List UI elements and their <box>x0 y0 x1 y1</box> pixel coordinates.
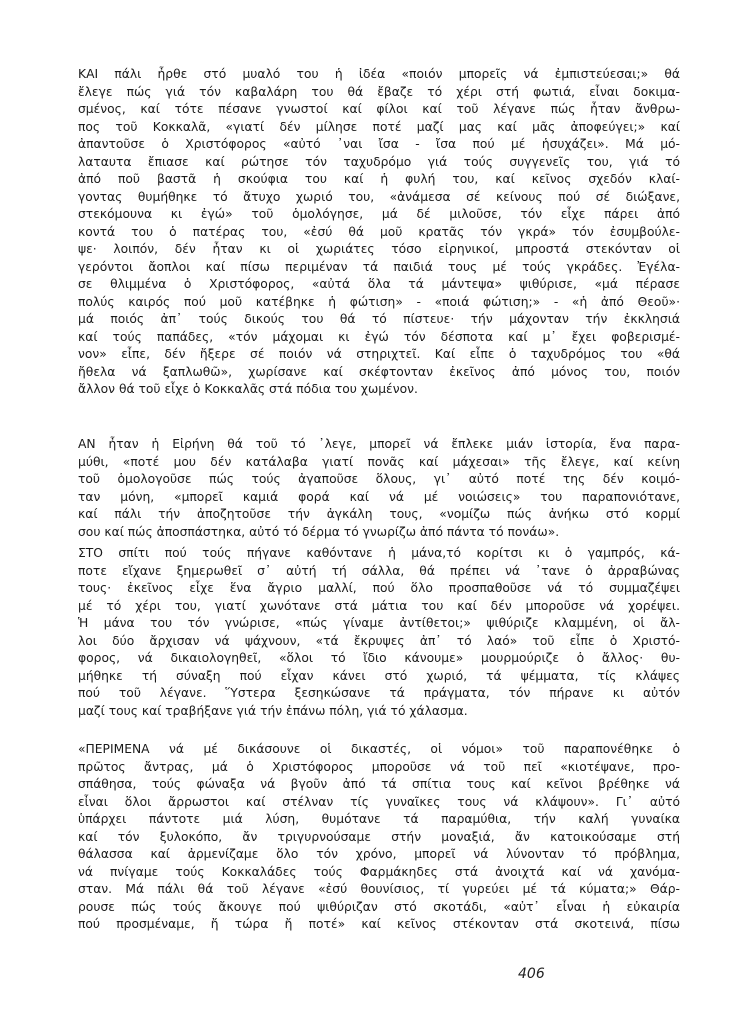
text-line: Ἡ μάνα του τόν γνώρισε, «πώς γίναμε ἀντίθετοι;» ψιθύριζε κλαμμένη, οἱ ἄλ- <box>78 616 680 630</box>
text-line: μύθι, «ποτέ μου δέν κατάλαβα γιατί πονᾶς καί μάχεσαι» τῆς ἔλεγε, καί κείνη <box>78 454 680 469</box>
text-line: νά πνίγαμε τούς Κοκκαλάδες τούς Φαρμάκηδες στά ἀνοιχτά καί νά χανόμα- <box>78 864 680 879</box>
text-line: ΣΤΟ σπίτι πού τούς πήγανε καθόντανε ἡ μάνα,τό κορίτσι κι ὁ γαμπρός, κά- <box>78 546 680 560</box>
text-line: μέ τό χέρι του, γιατί χωνότανε στά μάτια του καί δέν μποροῦσε νά χορέψει. <box>78 598 680 613</box>
paragraph-3 <box>78 545 680 720</box>
text-line: πού προσμέναμε, ἤ τώρα ἤ ποτέ» καί κεῖνος στέκονταν στά σκοτεινά, πίσω <box>78 917 680 931</box>
text-line: κοντά του ὁ πατέρας του, «ἐσύ θά μοῦ κρατᾶς τόν γκρά» τόν ἐσυμβούλε- <box>78 224 680 239</box>
text-line: ποτε εἴχανε ξημερωθεῖ σ᾽ αὐτή τή σάλλα, θά πρέπει νά ᾽τανε ὁ ἀρραβώνας <box>78 563 680 578</box>
text-line: σταν. Μά πάλι θά τοῦ λέγανε «ἐσύ θουνίσιος, τί γυρεύει μέ τά κύματα;» Θάρ- <box>78 882 680 896</box>
text-line: ΑΝ ἦταν ἡ Εἰρήνη θά τοῦ τό ᾽λεγε, μπορεῖ νά ἔπλεκε μιάν ἱστορία, ἕνα παρα- <box>78 437 680 451</box>
text-line: ἀπό ποῦ βαστᾶ ἡ σκούφια του καί ἡ φυλή του, καί κεῖνος σχεδόν κλαί- <box>78 172 680 186</box>
text-line: θάλασσα καί ἀρμενίζαμε ὅλο τόν χρόνο, μπορεῖ νά λύνονταν τό πρόβλημα, <box>78 847 680 861</box>
text-line: μαζί τους καί τραβήξανε γιά τήν ἐπάνω πόλη, γιά τό χάλασμα. <box>78 703 468 718</box>
text-line: ψε· λοιπόν, δέν ἦταν κι οἱ χωριάτες τόσο εἰρηνικοί, μπροστά στεκόνταν οἱ <box>78 242 680 256</box>
text-line: ἄλλον θά τοῦ εἶχε ὁ Κοκκαλᾶς στά πόδια του χωμένον. <box>78 382 418 396</box>
text-line: «ΠΕΡΙΜΕΝΑ νά μέ δικάσουνε οἱ δικαστές, οἱ νόμοι» τοῦ παραπονέθηκε ὁ <box>78 742 680 756</box>
text-line: μήθηκε τή σύναξη πού εἶχαν κάνει στό χωριό, τά ψέμματα, τίς κλάψες <box>78 668 680 683</box>
text-line: καί τόν ξυλοκόπο, ἄν τριγυρνούσαμε στήν μοναξιά, ἄν κατοικούσαμε στή <box>78 829 680 844</box>
text-line: νον» εἶπε, δέν ἤξερε σέ ποιόν νά στηριχτεῖ. Καί εἶπε ὁ ταχυδρόμος του «θά <box>78 347 680 361</box>
paragraph-1 <box>78 66 680 399</box>
text-line: ἔλεγε πώς γιά τόν καβαλάρη του θά ἔβαζε τό χέρι στή φωτιά, εἶναι δοκιμα- <box>78 84 680 99</box>
text-line: καί τούς παπάδες, «τόν μάχομαι κι ἐγώ τόν δέσποτα καί μ᾽ ἔχει φοβερισμέ- <box>78 329 680 344</box>
text-line: γοντας θυμήθηκε τό ἄτυχο χωριό του, «ἀνάμεσα σέ κείνους πού σέ διώξανε, <box>78 189 680 204</box>
text-line: στεκόμουνα κι ἐγώ» τοῦ ὁμολόγησε, μά δέ μιλοῦσε, τόν εἶχε πάρει ἀπό <box>78 207 680 221</box>
text-line: γερόντοι ἄοπλοι καί πίσω περιμέναν τά παιδιά τους μέ τούς γκράδες. Ἐγέλα- <box>78 259 680 274</box>
text-line: σου καί πώς ἀποσπάστηκα, αὐτό τό δέρμα τό γνωρίζω ἀπό πάντα τό πονάω». <box>78 524 560 539</box>
text-line: πού τοῦ λέγανε. Ὕστερα ξεσηκώσανε τά πράγματα, τόν πήρανε κι αὐτόν <box>78 686 680 700</box>
text-line: εἶναι ὅλοι ἄρρωστοι καί στέλναν τίς γυναῖκες τους νά κλάψουν». Γι᾽ αὐτό <box>78 794 680 809</box>
text-line: ὑπάρχει πάντοτε μιά λύση, θυμότανε τά παραμύθια, τήν καλή γυναίκα <box>78 812 680 826</box>
text-line: ρουσε πώς τούς ἄκουγε πού ψιθύριζαν στό σκοτάδι, «αὐτ᾽ εἶναι ἡ εὐκαιρία <box>78 899 680 914</box>
text-line: πρῶτος ἄντρας, μά ὁ Χριστόφορος μποροῦσε νά τοῦ πεῖ «κιοτέψανε, προ- <box>78 759 680 774</box>
text-line: σμένος, καί τότε πέσανε γνωστοί καί φίλοι καί τοῦ λέγανε πώς ἦταν ἄνθρω- <box>78 102 680 116</box>
text-line: σπάθησα, τούς φώναξα νά βγοῦν ἀπό τά σπίτια τους καί κεῖνοι βρέθηκε νά <box>78 777 680 791</box>
text-line: μά ποιός ἀπ᾽ τούς δικούς του θά τό πίστευε· τήν μάχονταν τήν ἐκκλησιά <box>78 312 680 326</box>
text-line: ΚΑΙ πάλι ἦρθε στό μυαλό του ἡ ἰδέα «ποιόν μπορεῖς νά ἐμπιστεύεσαι;» θά <box>78 67 680 81</box>
paragraph-4 <box>78 741 680 934</box>
text-line: ταν μόνη, «μπορεῖ καμιά φορά καί νά μέ νοιώσεις» του παραπονιότανε, <box>78 489 680 504</box>
text-line: πολύς καιρός πού μοῦ κατέβηκε ἡ φώτιση» - «ποιά φώτιση;» - «ἡ ἀπό Θεοῦ»· <box>78 294 680 309</box>
text-line: καί πάλι τήν ἀποζητοῦσε τήν ἀγκάλη τους, «νομίζω πώς ἀνήκω στό κορμί <box>78 507 680 521</box>
text-line: τους· ἐκεῖνος εἶχε ἕνα ἄγριο μαλλί, πού ὅλο προσπαθοῦσε νά τό συμμαζέψει <box>78 581 680 595</box>
text-line: λοι δύο ἄρχισαν νά ψάχνουν, «τά ἔκρυψες ἀπ᾽ τό λαό» τοῦ εἶπε ὁ Χριστό- <box>78 633 680 648</box>
text-line: λαταυτα ἔπιασε καί ρώτησε τόν ταχυδρόμο γιά τούς συγγενεῖς του, γιά τό <box>78 154 680 169</box>
text-line: ἀπαντοῦσε ὁ Χριστόφορος «αὐτό ᾽ναι ἴσα - ἴσα πού μέ ἡσυχάζει». Μά μό- <box>78 137 680 151</box>
text-line: φορος, νά δικαιολογηθεῖ, «ὅλοι τό ἴδιο κάνουμε» μουρμούριζε ὁ ἄλλος· θυ- <box>78 651 680 665</box>
text-line: τοῦ ὁμολογοῦσε πώς τούς ἀγαποῦσε ὅλους, γι᾽ αὐτό ποτέ της δέν κοιμό- <box>78 472 680 486</box>
text-line: πος τοῦ Κοκκαλᾶ, «γιατί δέν μίλησε ποτέ μαζί μας καί μᾶς ἀποφεύγει;» καί <box>78 119 680 134</box>
page-number: 406 <box>518 966 545 982</box>
paragraph-2 <box>78 436 680 541</box>
text-line: ἤθελα νά ξαπλωθῶ», χωρίσανε καί σκέφτονταν ἐκεῖνος ἀπό μόνος του, ποιόν <box>78 364 680 379</box>
text-line: σε θλιμμένα ὁ Χριστόφορος, «αὐτά ὅλα τά μάντεψα» ψιθύρισε, «μά πέρασε <box>78 277 680 291</box>
